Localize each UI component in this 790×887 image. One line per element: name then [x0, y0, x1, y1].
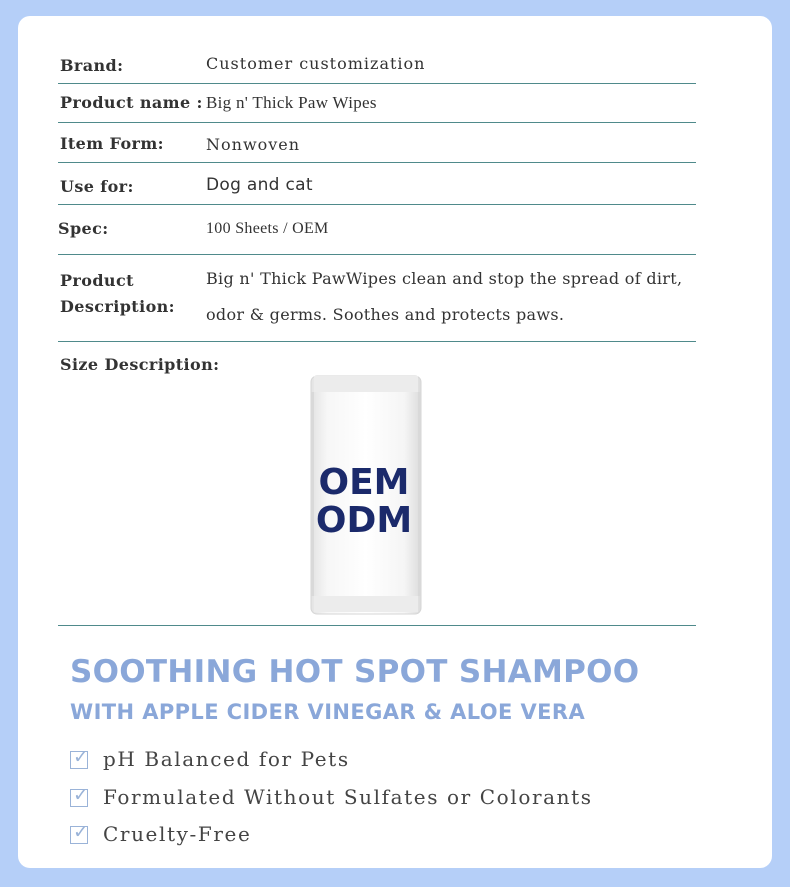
feature-item [70, 747, 670, 777]
spec-value: Dog and cat [206, 175, 313, 195]
feature-item [70, 822, 670, 852]
wipes-pack-image [308, 374, 426, 616]
feature-item [70, 785, 670, 815]
spec-value: Big n' Thick PawWipes clean and stop the spread of dirt, odor & germs. Soothes and protects paws. [206, 269, 683, 324]
feature-text: Cruelty-Free [103, 822, 252, 846]
spec-row-brand [58, 46, 696, 84]
spec-label: Brand: [60, 56, 124, 75]
spec-label: Spec: [58, 219, 109, 238]
headline-subtitle: WITH APPLE CIDER VINEGAR & ALOE VERA [70, 700, 586, 724]
spec-label: Product name : [60, 93, 203, 112]
spec-value: Big n' Thick Paw Wipes [206, 93, 377, 112]
spec-label: Size Description: [60, 355, 220, 374]
checkbox-icon: ✓ [70, 751, 88, 769]
spec-value: Customer customization [206, 54, 426, 73]
spec-row-use-for [58, 162, 696, 205]
spec-value: 100 Sheets / OEM [206, 220, 329, 237]
spec-label: Item Form: [60, 134, 164, 153]
spec-label: Use for: [60, 177, 134, 196]
checkbox-icon: ✓ [70, 826, 88, 844]
spec-value: Nonwoven [206, 135, 301, 154]
feature-text: pH Balanced for Pets [103, 747, 350, 771]
checkbox-icon: ✓ [70, 789, 88, 807]
feature-text: Formulated Without Sulfates or Colorants [103, 785, 593, 809]
spec-row-spec [58, 204, 696, 255]
spec-label-line: Product [60, 271, 134, 290]
spec-label-line: Description: [60, 297, 175, 316]
spec-row-product-name [58, 83, 696, 123]
spec-row-item-form [58, 122, 696, 163]
spec-row-description [58, 254, 696, 342]
spec-card [18, 16, 772, 868]
spec-label [60, 268, 175, 320]
pack-label-oem: OEM [318, 462, 410, 503]
pack-label-odm: ODM [315, 500, 413, 541]
headline-title: SOOTHING HOT SPOT SHAMPOO [70, 654, 640, 690]
